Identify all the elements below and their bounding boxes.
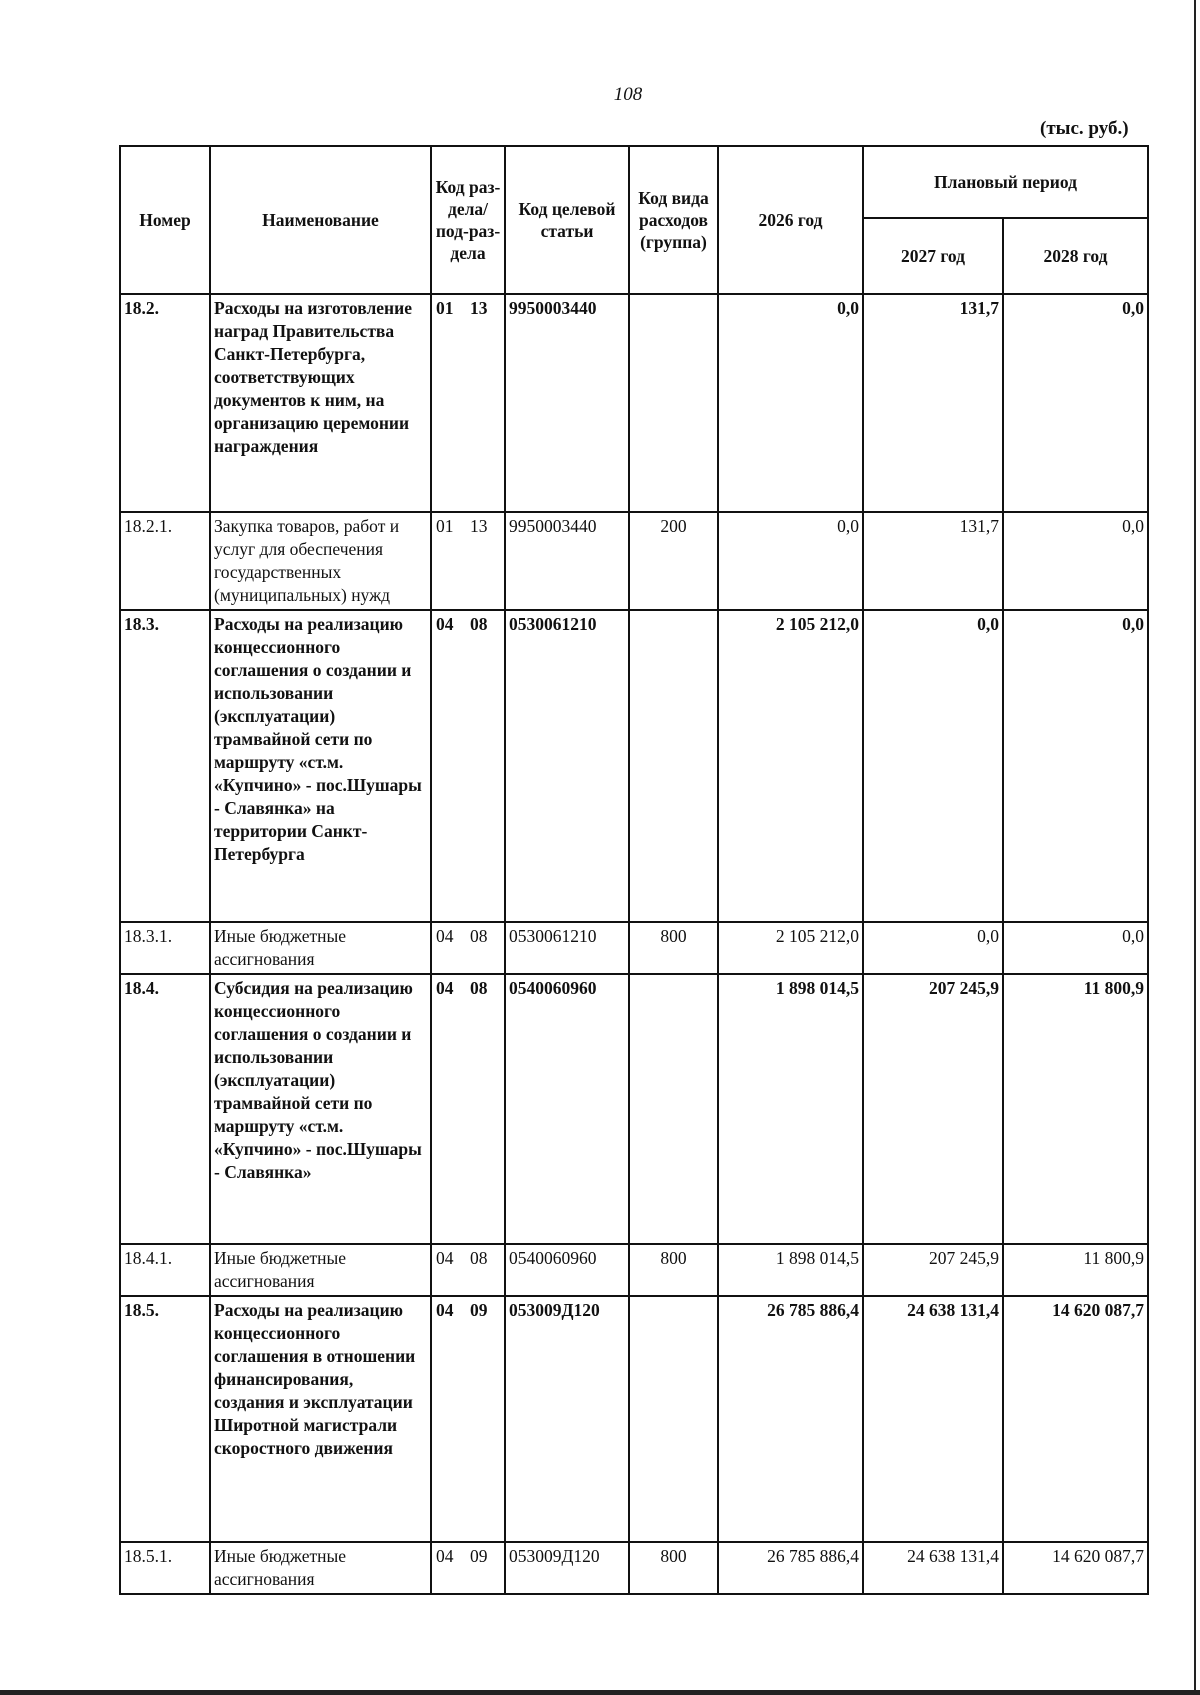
cell-year-2028: 0,0: [1003, 610, 1148, 922]
table-row: [120, 610, 1148, 922]
cell-number: 18.2.: [120, 294, 210, 512]
cell-section-code: [431, 922, 505, 974]
cell-number: 18.4.1.: [120, 1244, 210, 1296]
cell-target-code: 0540060960: [505, 1244, 629, 1296]
cell-name: Субсидия на реализацию концессионного соглашения о создании и использовании (эксплуатации) трамвайной сети по маршруту «ст.м. «Купчино» - пос.Шушары - Славянка»: [210, 974, 431, 1244]
budget-table: [119, 145, 1149, 1595]
cell-subsection: 09: [470, 1300, 488, 1320]
cell-year-2028: 14 620 087,7: [1003, 1296, 1148, 1542]
cell-subsection: 08: [470, 614, 488, 634]
cell-subsection: 13: [470, 298, 488, 318]
cell-name: Расходы на реализацию концессионного соглашения в отношении финансирования, создания и эксплуатации Широтной магистрали скоростного движения: [210, 1296, 431, 1542]
header-name: Наименование: [210, 146, 431, 294]
cell-name: Иные бюджетные ассигнования: [210, 1244, 431, 1296]
cell-name: Расходы на изготовление наград Правительства Санкт-Петербурга, соответствующих документов к ним, на организацию церемонии награждения: [210, 294, 431, 512]
cell-name: Иные бюджетные ассигнования: [210, 922, 431, 974]
scan-bottom-edge: [0, 1690, 1200, 1695]
header-expense-type: Код вида расходов (группа): [629, 146, 718, 294]
table-row: [120, 1296, 1148, 1542]
cell-section: 01: [436, 516, 454, 536]
cell-year-2027: 0,0: [863, 610, 1003, 922]
cell-expense-type: 800: [629, 922, 718, 974]
cell-section-code: [431, 610, 505, 922]
table-row: [120, 1244, 1148, 1296]
cell-year-2027: 131,7: [863, 294, 1003, 512]
table-row: [120, 922, 1148, 974]
cell-number: 18.5.: [120, 1296, 210, 1542]
cell-expense-type: 800: [629, 1542, 718, 1594]
header-year-2026: 2026 год: [718, 146, 863, 294]
cell-target-code: 0540060960: [505, 974, 629, 1244]
cell-target-code: 053009Д120: [505, 1542, 629, 1594]
cell-number: 18.2.1.: [120, 512, 210, 610]
cell-section-code: [431, 294, 505, 512]
cell-subsection: 08: [470, 926, 488, 946]
cell-section-code: [431, 1244, 505, 1296]
cell-year-2027: 207 245,9: [863, 1244, 1003, 1296]
cell-year-2027: 207 245,9: [863, 974, 1003, 1244]
cell-name: Расходы на реализацию концессионного соглашения о создании и использовании (эксплуатации) трамвайной сети по маршруту «ст.м. «Купчино» - пос.Шушары - Славянка» на территории Санкт-Петербурга: [210, 610, 431, 922]
header-target-code: Код целевой статьи: [505, 146, 629, 294]
cell-expense-type: [629, 1296, 718, 1542]
cell-number: 18.3.: [120, 610, 210, 922]
table-row: [120, 974, 1148, 1244]
header-year-2027: 2027 год: [863, 218, 1003, 294]
cell-section: 04: [436, 1546, 454, 1566]
header-section-code: Код раз-дела/ под-раз-дела: [431, 146, 505, 294]
cell-target-code: 9950003440: [505, 512, 629, 610]
cell-year-2026: 2 105 212,0: [718, 922, 863, 974]
cell-section-code: [431, 974, 505, 1244]
cell-section: 04: [436, 978, 454, 998]
cell-year-2027: 131,7: [863, 512, 1003, 610]
table-row: [120, 1542, 1148, 1594]
cell-section: 04: [436, 1300, 454, 1320]
cell-subsection: 09: [470, 1546, 488, 1566]
page-number: 108: [613, 84, 643, 105]
cell-year-2027: 24 638 131,4: [863, 1542, 1003, 1594]
cell-number: 18.3.1.: [120, 922, 210, 974]
cell-number: 18.5.1.: [120, 1542, 210, 1594]
cell-expense-type: [629, 294, 718, 512]
cell-number: 18.4.: [120, 974, 210, 1244]
cell-target-code: 0530061210: [505, 922, 629, 974]
cell-subsection: 08: [470, 1248, 488, 1268]
cell-year-2027: 24 638 131,4: [863, 1296, 1003, 1542]
cell-year-2026: 1 898 014,5: [718, 1244, 863, 1296]
cell-section: 04: [436, 1248, 454, 1268]
header-planning-period: Плановый период: [863, 146, 1148, 218]
table-body: [120, 294, 1148, 1594]
cell-target-code: 0530061210: [505, 610, 629, 922]
cell-year-2026: 0,0: [718, 294, 863, 512]
cell-year-2026: 1 898 014,5: [718, 974, 863, 1244]
cell-expense-type: [629, 610, 718, 922]
cell-name: Закупка товаров, работ и услуг для обеспечения государственных (муниципальных) нужд: [210, 512, 431, 610]
cell-year-2028: 0,0: [1003, 512, 1148, 610]
cell-section-code: [431, 1542, 505, 1594]
header-year-2028: 2028 год: [1003, 218, 1148, 294]
cell-year-2028: 14 620 087,7: [1003, 1542, 1148, 1594]
cell-target-code: 9950003440: [505, 294, 629, 512]
cell-section-code: [431, 1296, 505, 1542]
cell-year-2026: 26 785 886,4: [718, 1542, 863, 1594]
table-row: [120, 512, 1148, 610]
cell-year-2028: 0,0: [1003, 294, 1148, 512]
cell-expense-type: [629, 974, 718, 1244]
scan-edge: [1194, 0, 1196, 1695]
cell-subsection: 13: [470, 516, 488, 536]
cell-year-2028: 11 800,9: [1003, 1244, 1148, 1296]
cell-year-2026: 26 785 886,4: [718, 1296, 863, 1542]
cell-expense-type: 200: [629, 512, 718, 610]
cell-target-code: 053009Д120: [505, 1296, 629, 1542]
cell-year-2027: 0,0: [863, 922, 1003, 974]
table-row: [120, 294, 1148, 512]
units-label: (тыс. руб.): [1040, 118, 1129, 139]
cell-expense-type: 800: [629, 1244, 718, 1296]
cell-year-2028: 11 800,9: [1003, 974, 1148, 1244]
cell-section: 01: [436, 298, 454, 318]
cell-year-2026: 2 105 212,0: [718, 610, 863, 922]
cell-section: 04: [436, 614, 454, 634]
header-number: Номер: [120, 146, 210, 294]
cell-section-code: [431, 512, 505, 610]
cell-name: Иные бюджетные ассигнования: [210, 1542, 431, 1594]
cell-year-2028: 0,0: [1003, 922, 1148, 974]
cell-year-2026: 0,0: [718, 512, 863, 610]
cell-section: 04: [436, 926, 454, 946]
cell-subsection: 08: [470, 978, 488, 998]
